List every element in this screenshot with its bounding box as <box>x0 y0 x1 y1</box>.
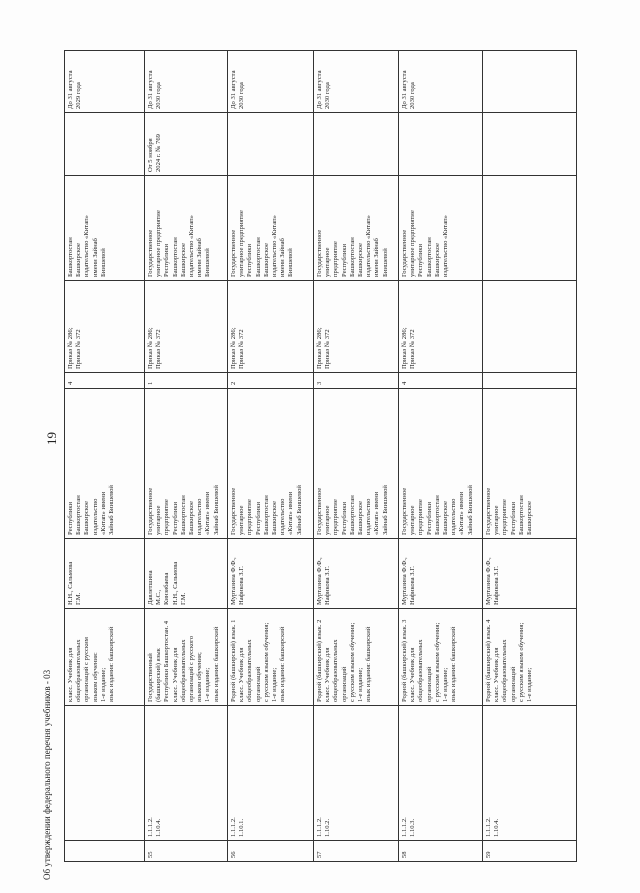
cell-code: 1.1.1.2. 1.10.1. <box>230 817 246 837</box>
cell-idx: 2 <box>230 381 237 385</box>
cell-publisher: Государственное унитарное предприятие Республики Башкортостан Башкирское издательство «Китап» имени Зайнаб Биишевой <box>401 485 474 535</box>
cell-date <box>67 115 143 172</box>
cell-idx: 1 <box>147 381 154 385</box>
cell-idx <box>485 375 575 385</box>
cell-holder: Башкортостан Башкирское издательство «Китап» имени Зайнаб Биишевой <box>67 215 107 277</box>
cell-publisher: Республики Башкортостан Башкирское издательство «Китап» имени Зайнаб Биишевой <box>67 485 116 535</box>
cell-deadline <box>485 53 575 109</box>
cell-code: 1.1.1.2. 1.10.3. <box>401 817 417 837</box>
cell-holder: Государственное унитарное предприятие Республики Башкортостан Башкирское издательство «Китап» имени Зайнаб Биишевой <box>147 210 212 277</box>
cell-order: Приказ № 286; Приказ № 372 <box>67 327 83 369</box>
cell-publisher: Государственное унитарное предприятие Республики Башкортостан Башкирское <box>485 487 534 535</box>
cell-title: Родной (башкирский) язык. 1 класс. Учебник для общеобразовательных организаций с русским языком обучения; 1-е издание; язык издания: башкирский <box>230 619 287 702</box>
cell-title: Родной (башкирский) язык. 2 класс. Учебник для общеобразовательных организаций с русским языком обучения; 1-е издание; язык издания: башкирский <box>316 619 373 702</box>
cell-num: 56 <box>230 851 237 858</box>
cell-order <box>485 283 575 369</box>
cell-publisher: Государственное унитарное предприятие Республики Башкортостан Башкирское издательство «Китап» имени Зайнаб Биишевой <box>316 485 389 535</box>
cell-title: класс. Учебник для общеобразовательных организаций с русским языком обучения: 1-е издание; язык издания: башкирский <box>67 626 116 702</box>
cell-idx: 4 <box>401 381 408 385</box>
cell-num: 58 <box>401 851 408 858</box>
cell-num: 55 <box>147 851 154 858</box>
cell-authors: Муртазина Ф.Ф., Нафикова З.Г. <box>230 557 246 605</box>
cell-code: 1.1.1.2. 1.10.4. <box>485 817 501 837</box>
cell-num <box>67 843 143 858</box>
cell-order: Приказ № 286; Приказ № 372 <box>401 327 417 369</box>
cell-deadline: До 31 августа 2030 года <box>401 70 417 109</box>
cell-deadline: До 31 августа 2030 года <box>147 70 163 109</box>
cell-publisher: Государственное унитарное предприятие Республики Башкортостан Башкирское издательство «Китап» имени Зайнаб Биишевой <box>230 485 303 535</box>
cell-holder: Государственное унитарное предприятие Республики Башкортостан Башкирское издательство «Китап» <box>401 210 450 277</box>
cell-publisher: Государственное унитарное предприятие Республики Башкортостан Башкирское издательство «Китап» имени Зайнаб Биишевой <box>147 485 220 535</box>
cell-num: 57 <box>316 851 323 858</box>
cell-title: Родной (башкирский) язык. 3 класс. Учебник для общеобразовательных организаций с русским языком обучения; 1-е издание; язык издания: башкирский <box>401 619 458 702</box>
cell-date <box>401 115 481 172</box>
footer-note: Об утверждении федерального перечня учебников - 03 <box>42 669 52 880</box>
cell-date <box>485 115 575 172</box>
cell-idx: 3 <box>316 381 323 385</box>
cell-num: 59 <box>485 851 492 858</box>
cell-order: Приказ № 286; Приказ № 372 <box>316 327 332 369</box>
cell-authors: Н.Н., Сальмова Г.М. <box>67 561 83 605</box>
cell-date <box>230 115 312 172</box>
cell-order: Приказ № 286; Приказ № 372 <box>147 327 163 369</box>
cell-title: Государственный (башкирский) язык Республики Башкортостан. 4 класс. Учебник для общеобразовательных организаций с русского языком обучения; 1-е издание; язык издания: башкирский <box>147 620 220 702</box>
cell-date <box>316 115 397 172</box>
page-number: 19 <box>44 432 59 445</box>
cell-deadline: До 31 августа 2030 года <box>230 70 246 109</box>
cell-holder <box>485 178 575 277</box>
cell-authors: Муртазина Ф.Ф., Нафикова З.Г. <box>316 557 332 605</box>
cell-holder: Государственное унитарное предприятие Республики Башкортостан Башкирское издательство «Китап» имени Зайнаб Биишевой <box>316 215 389 277</box>
cell-code <box>67 708 143 837</box>
cell-date: От 5 ноября 2024 г. № 769 <box>147 134 163 172</box>
cell-title: Родной (башкирский) язык. 4 класс. Учебник для общеобразовательных организаций с русским языком обучения; 1-е издание; <box>485 619 534 702</box>
cell-holder: Государственное унитарное предприятие Республики Башкортостан Башкирское издательство «Китап» имени Зайнаб Биишевой <box>230 210 295 277</box>
cell-authors: Давлетшина М.С., Кинзябаева Н.Н., Сальмова Г.М. <box>147 561 187 605</box>
cell-code: 1.1.1.2. 1.10.4. <box>147 817 163 837</box>
cell-deadline: До 31 августа 2029 года <box>67 70 83 109</box>
cell-idx: 4 <box>67 381 74 385</box>
cell-authors: Муртазина Ф.Ф., Нафикова З.Г. <box>485 557 501 605</box>
cell-deadline: До 31 августа 2030 года <box>316 70 332 109</box>
cell-order: Приказ № 286; Приказ № 372 <box>230 327 246 369</box>
cell-authors: Муртазина Ф.Ф., Нафикова З.Г. <box>401 557 417 605</box>
cell-code: 1.1.1.2. 1.10.2. <box>316 817 332 837</box>
